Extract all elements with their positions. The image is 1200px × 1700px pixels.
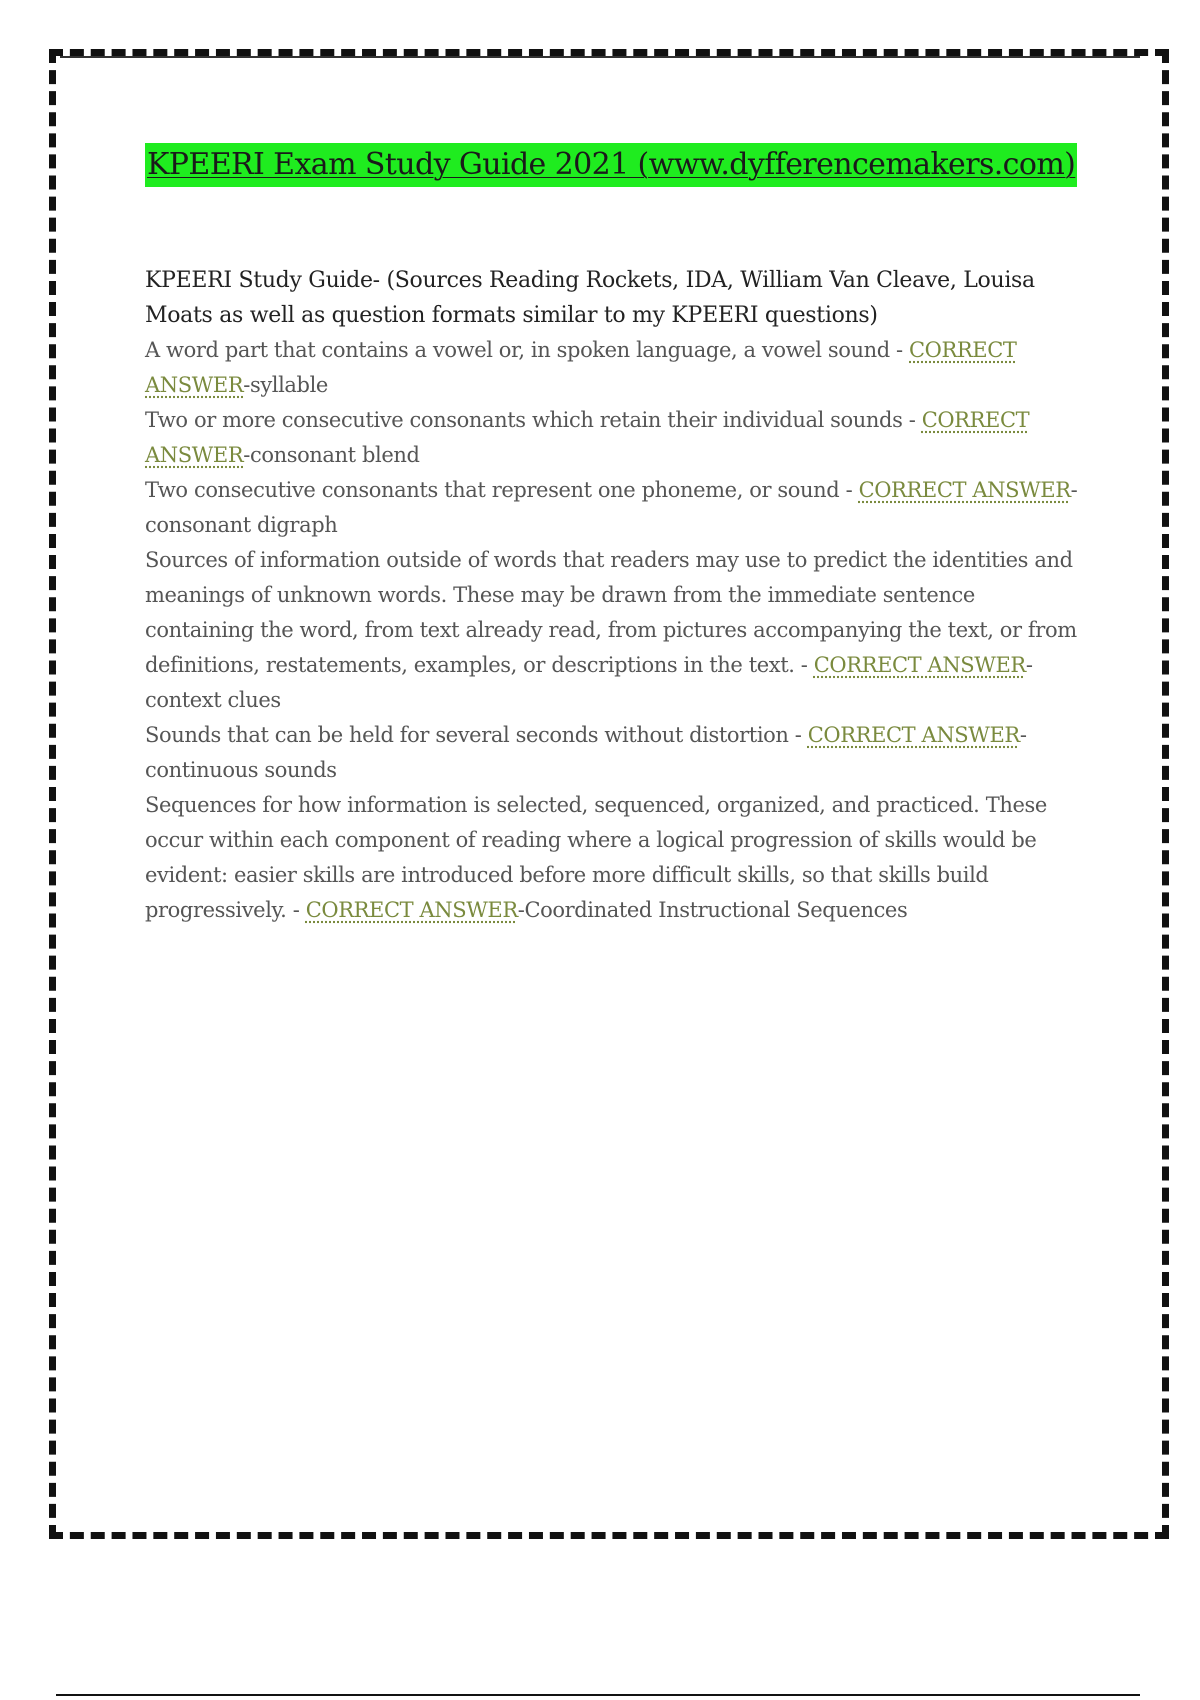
top-rule: [60, 56, 1140, 58]
correct-answer-label: CORRECT ANSWER: [305, 898, 518, 922]
qa-item: [145, 403, 1080, 473]
qa-item: [145, 788, 1080, 928]
question-text: Sequences for how information is selected, sequenced, organized, and practiced. These occur within each component of reading where a logical progression of skills would be evident: easier skills are introduced before more difficult skills, so that skills build progressively. -: [145, 793, 1047, 922]
question-text: Two or more consecutive consonants which retain their individual sounds -: [145, 408, 922, 432]
answer-text: -consonant blend: [243, 443, 420, 467]
answer-text: -context clues: [145, 653, 1033, 712]
answer-text: -continuous sounds: [145, 723, 1027, 782]
qa-item: [145, 333, 1080, 403]
correct-answer-label: CORRECT ANSWER: [145, 338, 1017, 397]
document-body: [145, 143, 1080, 928]
qa-item: [145, 473, 1080, 543]
correct-answer-label: CORRECT ANSWER: [813, 653, 1026, 677]
answer-text: -syllable: [243, 373, 328, 397]
correct-answer-label: CORRECT ANSWER: [858, 478, 1071, 502]
qa-item: [145, 718, 1080, 788]
question-text: A word part that contains a vowel or, in spoken language, a vowel sound -: [145, 338, 909, 362]
correct-answer-label: CORRECT ANSWER: [807, 723, 1020, 747]
question-text: Two consecutive consonants that represent one phoneme, or sound -: [145, 478, 859, 502]
footer-rule: [56, 1694, 1140, 1696]
intro-paragraph: KPEERI Study Guide- (Sources Reading Rockets, IDA, William Van Cleave, Louisa Moats as well as question formats similar to my KPEERI questions): [145, 268, 1035, 328]
question-text: Sounds that can be held for several seconds without distortion -: [145, 723, 808, 747]
answer-text: -consonant digraph: [145, 478, 1078, 537]
qa-item: [145, 543, 1080, 718]
correct-answer-label: CORRECT ANSWER: [145, 408, 1030, 467]
answer-text: -Coordinated Instructional Sequences: [517, 898, 908, 922]
page-title: KPEERI Exam Study Guide 2021 (www.dyfferencemakers.com): [145, 143, 1077, 187]
question-text: Sources of information outside of words that readers may use to predict the identities and meanings of unknown words. These may be drawn from the immediate sentence containing the word, from text already read, from pictures accompanying the text, or from definitions, restatements, examples, or descriptions in the text. -: [145, 548, 1077, 677]
